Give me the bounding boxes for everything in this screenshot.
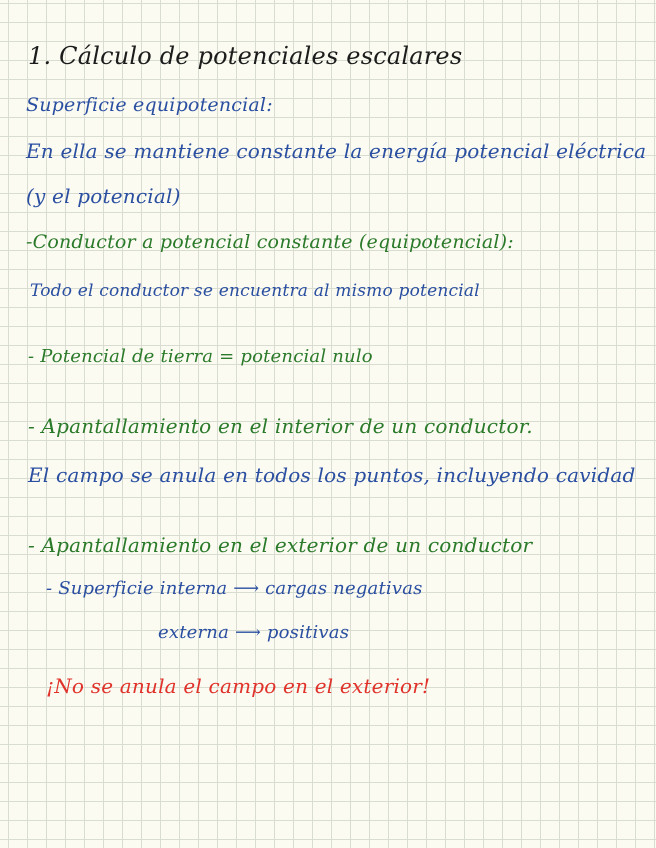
shielding-interior-heading: - Apantallamiento en el interior de un conductor. — [28, 414, 533, 438]
surface-text-line-1: En ella se mantiene constante la energía potencial eléctrica — [26, 139, 647, 163]
surface-heading: Superficie equipotencial: — [26, 94, 273, 116]
ground-potential-text: - Potencial de tierra = potencial nulo — [28, 346, 373, 367]
inner-surface-line: - Superficie interna ⟶ cargas negativas — [46, 578, 423, 599]
surface-text-line-2: (y el potencial) — [26, 184, 181, 208]
warning-text: ¡No se anula el campo en el exterior! — [46, 674, 431, 698]
page-title: 1. Cálculo de potenciales escalares — [28, 42, 463, 70]
conductor-text: Todo el conductor se encuentra al mismo potencial — [30, 281, 480, 301]
shielding-interior-text: El campo se anula en todos los puntos, incluyendo cavidad — [28, 463, 636, 487]
shielding-exterior-heading: - Apantallamiento en el exterior de un conductor — [28, 533, 533, 557]
conductor-heading: -Conductor a potencial constante (equipotencial): — [26, 231, 514, 253]
outer-surface-line: externa ⟶ positivas — [158, 622, 350, 643]
